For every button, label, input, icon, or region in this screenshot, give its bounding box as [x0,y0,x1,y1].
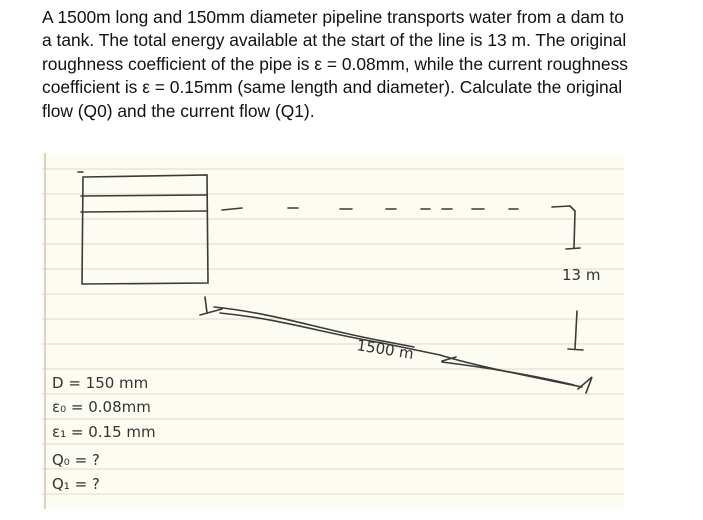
problem-line-1: A 1500m long and 150mm diameter pipeline transports water from a dam to [42,7,624,27]
problem-line-4: coefficient is ε = 0.15mm (same length and diameter). Calculate the original [42,77,623,98]
handwritten-sketch [42,153,624,509]
ruled-lines [42,169,624,494]
reservoir-box [78,172,208,284]
problem-line-3: roughness coefficient of the pipe is ε = 0.08mm, while the current roughness [42,53,628,74]
given-diameter: D = 150 mm [52,374,149,392]
problem-line-5: flow (Q0) and the current flow (Q1). [42,100,315,121]
energy-line [222,206,570,210]
problem-statement [42,6,692,123]
problem-line-2: a tank. The total energy available at the start of the line is 13 m. The original [42,30,627,51]
given-roughness-original: ε₀ = 0.08mm [52,398,151,416]
unknown-current-flow: Q₁ = ? [52,475,100,493]
given-values [52,374,156,493]
length-label: 1500 m [355,336,416,363]
sketch-canvas [42,153,624,509]
given-roughness-current: ε₁ = 0.15 mm [52,423,156,441]
unknown-original-flow: Q₀ = ? [52,451,100,469]
head-label: 13 m [562,266,601,284]
